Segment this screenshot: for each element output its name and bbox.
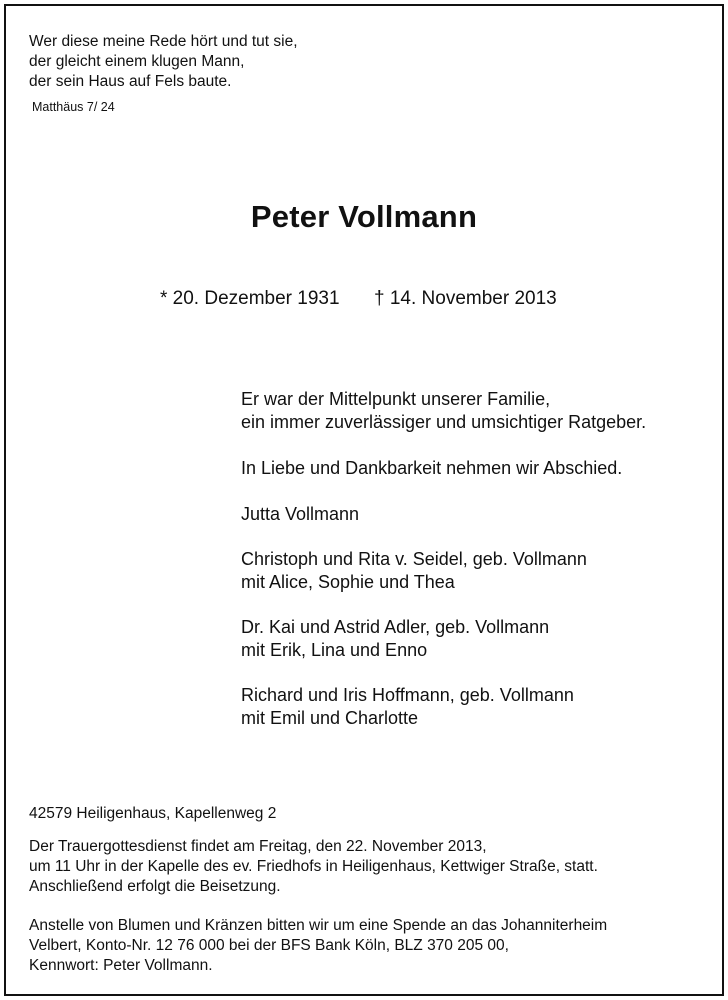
verse-line-3: der sein Haus auf Fels baute. [29,73,232,90]
donation-line-2: Velbert, Konto-Nr. 12 76 000 bei der BFS Bank Köln, BLZ 370 205 00, [29,937,509,954]
service-line-1: Der Trauergottesdienst findet am Freitag, den 22. November 2013, [29,838,487,855]
mourner-3-children: mit Erik, Lina und Enno [241,640,428,660]
birth-date: * 20. Dezember 1931 [160,288,340,309]
death-date: † 14. November 2013 [374,288,557,309]
verse-line-1: Wer diese meine Rede hört und tut sie, [29,33,298,50]
verse-source: Matthäus 7/ 24 [32,100,115,114]
mourner-4-children: mit Emil und Charlotte [241,708,419,728]
mourner-2-children: mit Alice, Sophie und Thea [241,572,455,592]
tribute-line-2: ein immer zuverlässiger und umsichtiger Ratgeber. [241,412,647,432]
donation-line-1: Anstelle von Blumen und Kränzen bitten wir um eine Spende an das Johanniterheim [29,917,608,934]
service-line-2: um 11 Uhr in der Kapelle des ev. Friedhofs in Heiligenhaus, Kettwiger Straße, statt. [29,858,598,875]
farewell-line: In Liebe und Dankbarkeit nehmen wir Abschied. [241,458,623,478]
donation-line-3: Kennwort: Peter Vollmann. [29,957,213,974]
mourner-4: Richard und Iris Hoffmann, geb. Vollmann [241,685,574,705]
mourner-2: Christoph und Rita v. Seidel, geb. Vollmann [241,549,587,569]
service-line-3: Anschließend erfolgt die Beisetzung. [29,878,281,895]
tribute-line-1: Er war der Mittelpunkt unserer Familie, [241,389,551,409]
deceased-name: Peter Vollmann [250,199,478,234]
family-address: 42579 Heiligenhaus, Kapellenweg 2 [29,805,277,822]
verse-line-2: der gleicht einem klugen Mann, [29,53,245,70]
mourner-3: Dr. Kai und Astrid Adler, geb. Vollmann [241,617,550,637]
mourner-1: Jutta Vollmann [241,504,360,524]
